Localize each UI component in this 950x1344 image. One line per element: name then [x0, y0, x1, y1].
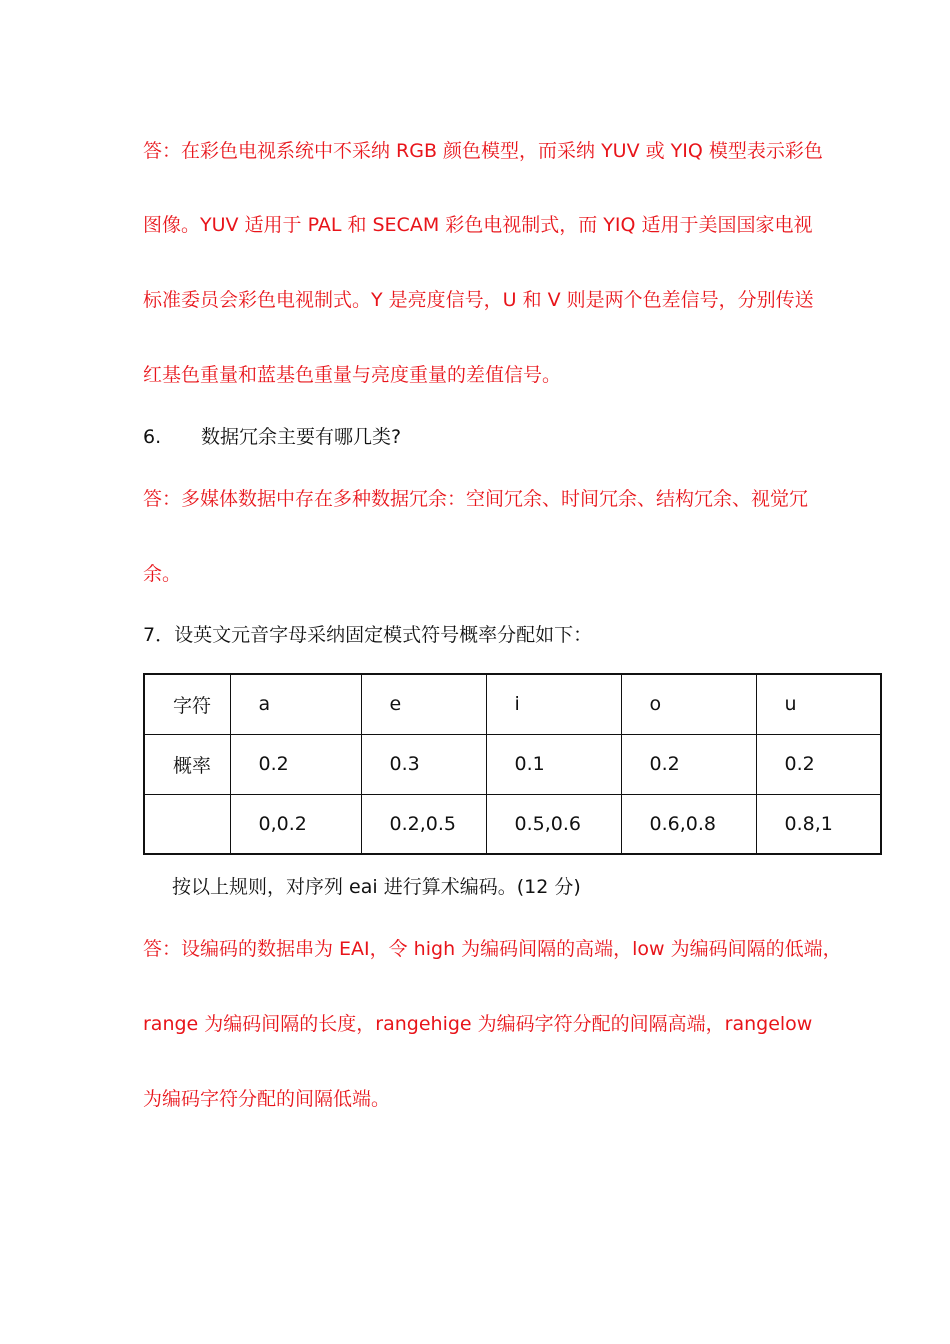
table-cell: 0.1 [486, 734, 621, 794]
question6 [143, 424, 401, 450]
table-cell: 0.2,0.5 [361, 794, 486, 854]
table-cell: 0.3 [361, 734, 486, 794]
table-cell: 0.2 [621, 734, 756, 794]
question7-note: 按以上规则，对序列 eai 进行算术编码。(12 分) [172, 876, 581, 898]
table-cell [144, 794, 230, 854]
table-cell: 0,0.2 [230, 794, 361, 854]
table-cell: 0.6,0.8 [621, 794, 756, 854]
question6-number: 6. [143, 426, 162, 448]
answer7-line2: range 为编码间隔的长度，rangehige 为编码字符分配的间隔高端，rangelow [143, 1013, 813, 1035]
answer6-line1: 答：多媒体数据中存在多种数据冗余：空间冗余、时间冗余、结构冗余、视觉冗 [143, 488, 809, 510]
table-cell: 0.5,0.6 [486, 794, 621, 854]
table-cell: a [230, 674, 361, 734]
answer5-line3: 标准委员会彩色电视制式。Y 是亮度信号，U 和 V 则是两个色差信号，分别传送 [143, 289, 814, 311]
table-cell: 0.8,1 [756, 794, 881, 854]
question6-text: 数据冗余主要有哪几类? [201, 426, 402, 448]
probability-table [143, 673, 882, 855]
table-cell: e [361, 674, 486, 734]
table-cell: u [756, 674, 881, 734]
answer7-line1: 答：设编码的数据串为 EAI，令 high 为编码间隔的高端，low 为编码间隔的低端， [143, 938, 842, 960]
table-cell: 0.2 [756, 734, 881, 794]
answer6-line2: 余。 [143, 563, 182, 585]
answer5-line1: 答：在彩色电视系统中不采纳 RGB 颜色模型，而采纳 YUV 或 YIQ 模型表示彩色 [143, 140, 823, 162]
answer5-line2: 图像。YUV 适用于 PAL 和 SECAM 彩色电视制式，而 YIQ 适用于美国国家电视 [143, 214, 813, 236]
table-cell: i [486, 674, 621, 734]
table-cell: o [621, 674, 756, 734]
table-row [144, 794, 881, 854]
table-cell: 0.2 [230, 734, 361, 794]
question7-text: 7．设英文元音字母采纳固定模式符号概率分配如下： [143, 624, 593, 646]
table-row [144, 674, 881, 734]
answer5-line4: 红基色重量和蓝基色重量与亮度重量的差值信号。 [143, 364, 562, 386]
table-cell: 字符 [144, 674, 230, 734]
table-cell: 概率 [144, 734, 230, 794]
table-row [144, 734, 881, 794]
answer7-line3: 为编码字符分配的间隔低端。 [143, 1088, 391, 1110]
